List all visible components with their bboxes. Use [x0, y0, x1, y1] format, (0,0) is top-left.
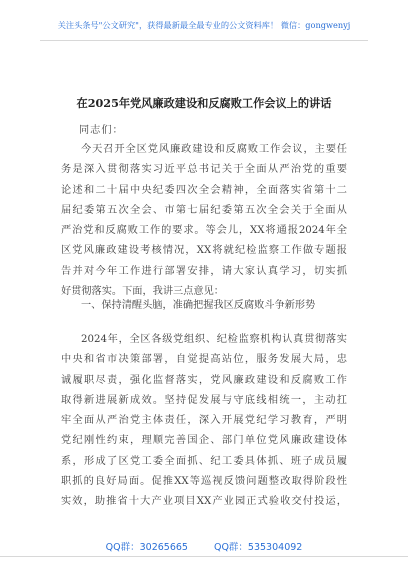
salutation: 同志们： [79, 125, 124, 136]
paragraph-line: 论述和二十届中央纪委四次全会精神，全面落实省第十二 [61, 184, 347, 196]
paragraph-line: 2024年，全区各级党组织、纪检监察机构认真贯彻落实 [81, 334, 347, 345]
paragraph-line: 诚履职尽责，强化监督落实，党风廉政建设和反腐败工作 [61, 374, 347, 386]
footer-qq-group-1: QQ群：30265665 [105, 542, 188, 553]
footer-contact [0, 539, 408, 553]
footer-qq-group-2: QQ群：535304092 [213, 542, 303, 553]
paragraph-line: 届纪委第五次全会、市第七届纪委第五次全会关于全面从 [61, 204, 347, 216]
paragraph-line: 系，形成了区党工委全面抓、纪工委具体抓、班子成员履 [61, 455, 347, 467]
paragraph-line: 牢全面从严治党主体责任，深入开展党纪学习教育，严明 [61, 415, 347, 427]
header-divider [40, 40, 368, 41]
paragraph-line: 务是深入贯彻落实习近平总书记关于全面从严治党的重要 [61, 164, 347, 176]
paragraph-line: 严治党和反腐败工作的要求。等会儿，XX将通报2024年全 [61, 225, 347, 237]
document-title: 在2025年党风廉政建设和反腐败工作会议上的讲话 [76, 96, 332, 110]
paragraph-intro [61, 140, 347, 302]
paragraph-line: 今天召开全区党风廉政建设和反腐败工作会议，主要任 [81, 144, 347, 155]
paragraph-line: 中央和省市决策部署，自觉提高站位，服务发展大局，忠 [61, 354, 347, 366]
paragraph-line: 职抓的良好局面。促推XX等巡视反馈问题整改取得阶段性 [61, 476, 347, 488]
paragraph-section-1 [61, 330, 347, 513]
paragraph-line: 取得新进展新成效。坚持促发展与守底线相统一，主动扛 [61, 394, 347, 406]
paragraph-line: 告并对今年工作进行部署安排，请大家认真学习，切实抓 [61, 265, 347, 277]
paragraph-line: 实效，助推省十大产业项目XX产业园正式验收交付投运， [61, 496, 347, 508]
footer-divider [0, 556, 408, 557]
section-heading-1: 一、保持清醒头脑，准确把握我区反腐败斗争新形势 [81, 300, 316, 311]
paragraph-line: 好贯彻落实。下面，我讲三点意见： [61, 286, 224, 298]
paragraph-line: 区党风廉政建设考核情况，XX将就纪检监察工作做专题报 [61, 245, 347, 257]
paragraph-line: 党纪刚性约束，理顺完善国企、部门单位党风廉政建设体 [61, 435, 347, 447]
promo-header-text: 关注头条号"公文研究"，获得最新最全最专业的公文资料库！ 微信：gongwenyj [57, 20, 351, 30]
